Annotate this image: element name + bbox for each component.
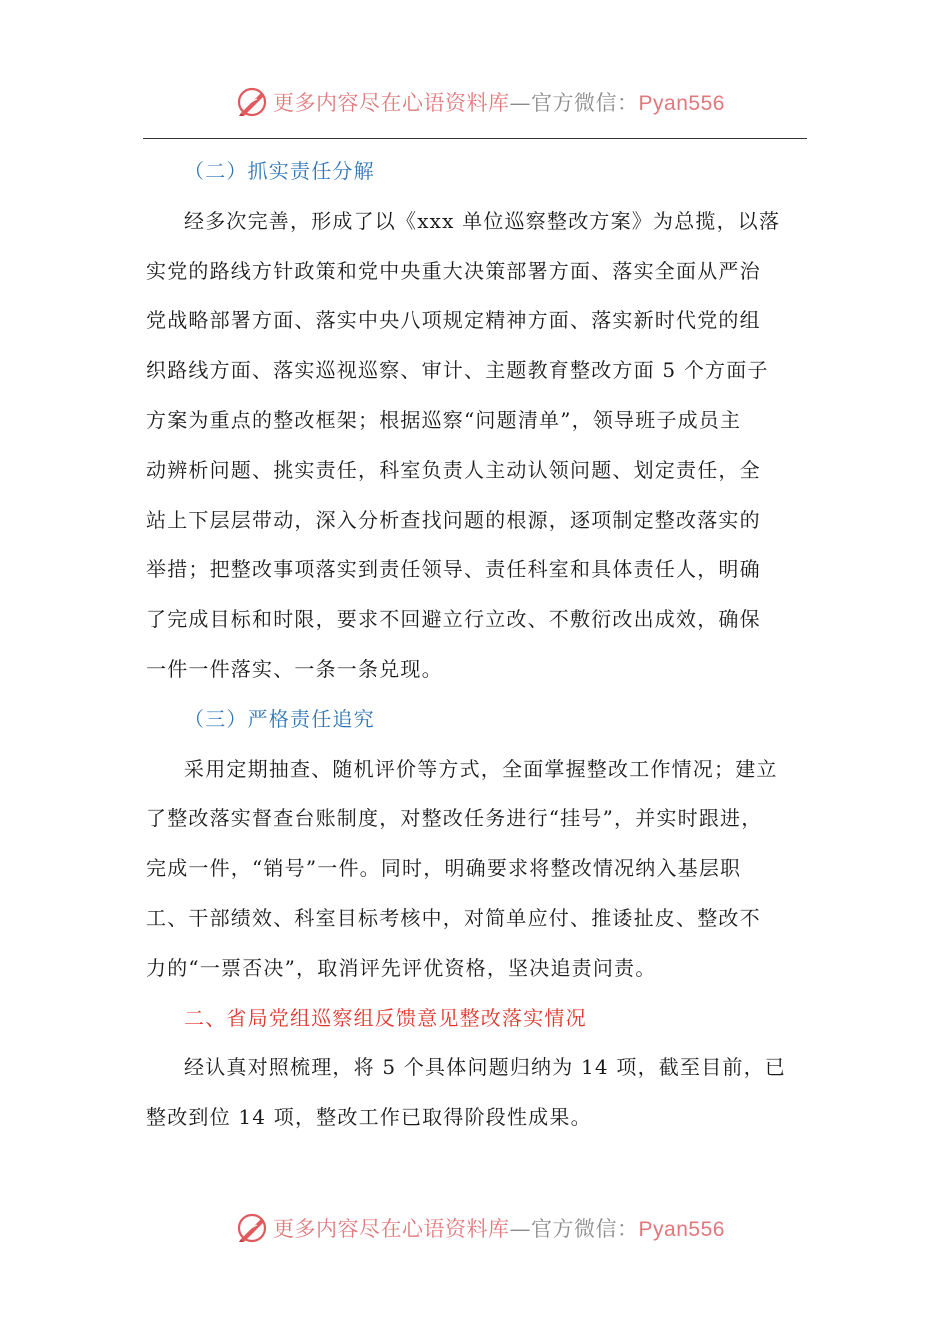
paragraph-line: 整改到位 14 项，整改工作已取得阶段性成果。 xyxy=(146,1105,592,1130)
header-banner xyxy=(0,82,950,122)
paragraph-line: 动辨析问题、挑实责任，科室负责人主动认领问题、划定责任，全 xyxy=(146,457,761,482)
banner-text: 更多内容尽在心语资料库—官方微信：Pyan556 xyxy=(273,1217,725,1241)
subheading-3: （三）严格责任追究 xyxy=(184,706,375,731)
subheading-2: （二）抓实责任分解 xyxy=(184,159,375,183)
paragraph-line: 站上下层层带动，深入分析查找问题的根源，逐项制定整改落实的 xyxy=(146,507,761,532)
paragraph-line: 完成一件，“销号”一件。同时，明确要求将整改情况纳入基层职 xyxy=(146,856,742,881)
paragraph-line: 工、干部绩效、科室目标考核中，对简单应付、推诿扯皮、整改不 xyxy=(146,905,761,930)
paragraph-line: 举措；把整改事项落实到责任领导、责任科室和具体责任人，明确 xyxy=(146,557,761,582)
section-heading-2: 二、省局党组巡察组反馈意见整改落实情况 xyxy=(184,1005,587,1030)
paragraph-line: 党战略部署方面、落实中央八项规定精神方面、落实新时代党的组 xyxy=(146,308,761,333)
paragraph-line: 了整改落实督查台账制度，对整改任务进行“挂号”，并实时跟进， xyxy=(146,806,763,831)
paragraph-line: 织路线方面、落实巡视巡察、审计、主题教育整改方面 5 个方面子 xyxy=(146,358,769,383)
paragraph-line: 了完成目标和时限，要求不回避立行立改、不敷衍改出成效，确保 xyxy=(146,607,761,632)
paragraph-line: 方案为重点的整改框架；根据巡察“问题清单”，领导班子成员主 xyxy=(146,407,742,432)
header-divider xyxy=(143,138,807,139)
document-body xyxy=(146,147,802,1143)
paragraph-line: 采用定期抽查、随机评价等方式，全面掌握整改工作情况；建立 xyxy=(184,756,778,781)
pen-logo-icon xyxy=(235,1211,269,1245)
footer-banner xyxy=(0,1208,950,1248)
pen-logo-icon xyxy=(235,85,269,119)
banner-text: 更多内容尽在心语资料库—官方微信：Pyan556 xyxy=(273,91,725,115)
paragraph-line: 经多次完善，形成了以《xxx 单位巡察整改方案》为总揽，以落 xyxy=(184,208,781,233)
paragraph-line: 经认真对照梳理，将 5 个具体问题归纳为 14 项，截至目前，已 xyxy=(184,1055,787,1080)
paragraph-line: 实党的路线方针政策和党中央重大决策部署方面、落实全面从严治 xyxy=(146,258,761,283)
paragraph-line: 力的“一票否决”，取消评先评优资格，坚决追责问责。 xyxy=(146,955,657,980)
paragraph-line: 一件一件落实、一条一条兑现。 xyxy=(146,656,443,681)
